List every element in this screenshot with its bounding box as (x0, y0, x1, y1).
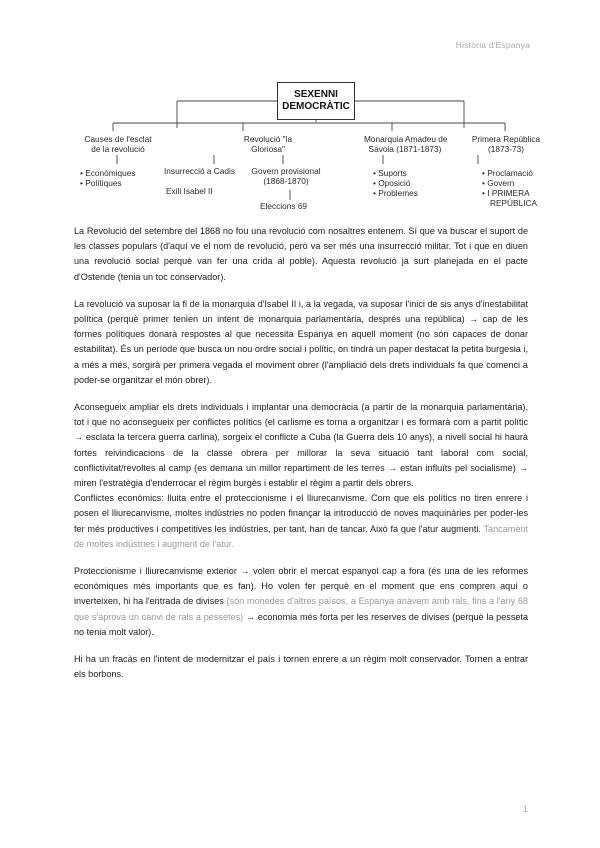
branch-causes-line1: Causes de l'esclat (84, 134, 152, 144)
paragraph: La Revolució del setembre del 1868 no fou una revolució com nosaltres entenem. Sí que va buscar el suport de les classes populars (d'aquí ve el nom de revolució, però va ser més una insurrecció militar. Tot i que en diuen una revolució social perquè van fer una crida al poble). Aquesta revolució ja surt planejada en el pacte d'Ostende (tenia un toc conservador). (74, 226, 528, 282)
branch-republic-item: • I PRIMERA (482, 188, 530, 198)
diagram-title-box (277, 82, 355, 120)
branch-monarchy-item: • Oposició (373, 178, 411, 188)
branch-revolution-line1: Revolució "la (243, 134, 293, 144)
paragraph: Hi ha un fracàs en l'intent de modernitzar el país i tornen enrere a un règim molt conservador. Tornen a entrar els borbons. (74, 654, 528, 680)
revolution-exile: Exili Isabel II (166, 186, 213, 196)
diagram-title-line1: SEXENNI (294, 89, 338, 100)
branch-republic-item: • Proclamació (482, 168, 533, 178)
revolution-government (246, 166, 326, 186)
document-header: Història d'Espanya (455, 40, 530, 50)
branch-causes-items (80, 168, 135, 188)
branch-monarchy-line1: Monarquia Amadeu de (364, 134, 448, 144)
branch-causes-item: • Polítiques (80, 178, 122, 188)
paragraph: Aconsegueix ampliar els drets individuals i implantar una democràcia (a partir de la monarquia parlamentària), tot i que no aconsegueix per conflictes polítics (el carlisme es torna a organitzar i es formarà com a partit polític → esclata la tercera guerra carlina), sorgeix el conflicte a Cuba (la Guerra dels 10 anys), a nivell social hi haurà fortes reivindicacions de la classe obrera per millorar la seva situació tant laboral com social, conflictivitat/revoltes al camp (es demana un millor repartiment de les terres → estan influïts pel socialisme) → miren l'estratègia d'enderrocar el règim burgès i establir el règim a partir dels obrers. (74, 402, 528, 489)
paragraph-note: (són monedes d'altres països, a Espanya anàvem amb rals, fins a l'any 68 que s'aprova un canvi de rals a pessetes) (74, 596, 528, 622)
paragraph-text: Proteccionisme i lliurecanvisme exterior → volen obrir el mercat espanyol cap a fora (és una de les reformes econòmiques més importants que es fan). Ho volen fer perquè en el moment que ens compren aquí o inverteixen, hi ha l'entrada de divises (74, 566, 528, 607)
branch-monarchy-item: • Suports (373, 168, 407, 178)
branch-republic (470, 134, 542, 154)
branch-republic-item: • Govern (482, 178, 515, 188)
branch-monarchy-items (373, 168, 418, 198)
branch-republic-items (482, 168, 537, 208)
branch-causes-item: • Econòmiques (80, 168, 136, 178)
branch-republic-line1: Primera República (471, 134, 541, 144)
paragraph: La revolució va suposar la fi de la monarquia d'Isabel II i, a la vegada, va suposar l'inici de sis anys d'inestabilitat política (perquè primer tenien un intent de monarquia parlamentària, després una república) → cap de les formes polítiques donarà respostes al que necessita Espanya en aquell moment (no són capaces de donar estabilitat). És un període que busca un nou ordre social i polític, on tindrà un paper destacat la petita burgesia i, a més a més, sorgirà per primera vegada el moviment obrer (l'ampliació dels drets individuals fa que comenci a poder-se organitzar el món obrer). (74, 298, 528, 385)
concept-diagram (0, 0, 600, 220)
branch-revolution (235, 134, 301, 154)
document-body (74, 224, 528, 694)
branch-causes (78, 134, 158, 154)
page-number: 1 (522, 804, 528, 814)
branch-republic-item: REPÚBLICA (490, 198, 538, 208)
branch-republic-line2: (1873-73) (488, 144, 524, 154)
paragraph (74, 564, 528, 640)
branch-monarchy (364, 134, 446, 154)
diagram-title-line2: DEMOCRÀTIC (282, 101, 350, 112)
paragraph (74, 491, 528, 552)
paragraph-text: Conflictes econòmics: lluita entre el proteccionisme i el lliurecanvisme. Com que els polítics no tiren enrere i posen el lliurecanvisme, moltes indústries no poden finançar la introducció de noves maquinàries per poder-les fer més productives i competitives les indústries, per tant, han de tancar. Això fa que l'atur augmenti. (74, 493, 528, 534)
revolution-insurrection: Insurrecció a Cadis (164, 166, 236, 176)
paragraph-note: Tancament de moltes indústries i augment de l'atur. (74, 523, 528, 549)
revolution-elections: Eleccions 69 (260, 201, 308, 211)
branch-revolution-line2: Gloriosa" (251, 144, 285, 154)
branch-monarchy-line2: Savoia (1871-1873) (368, 144, 442, 154)
paragraph-text: → economia més forta per les reserves de divises (perquè la pesseta no tenia molt valor). (74, 611, 529, 637)
revolution-government-line1: Govern provisional (251, 166, 321, 176)
branch-causes-line2: de la revolució (91, 144, 145, 154)
revolution-government-line2: (1868-1870) (263, 176, 309, 186)
branch-monarchy-item: • Problemes (373, 188, 418, 198)
